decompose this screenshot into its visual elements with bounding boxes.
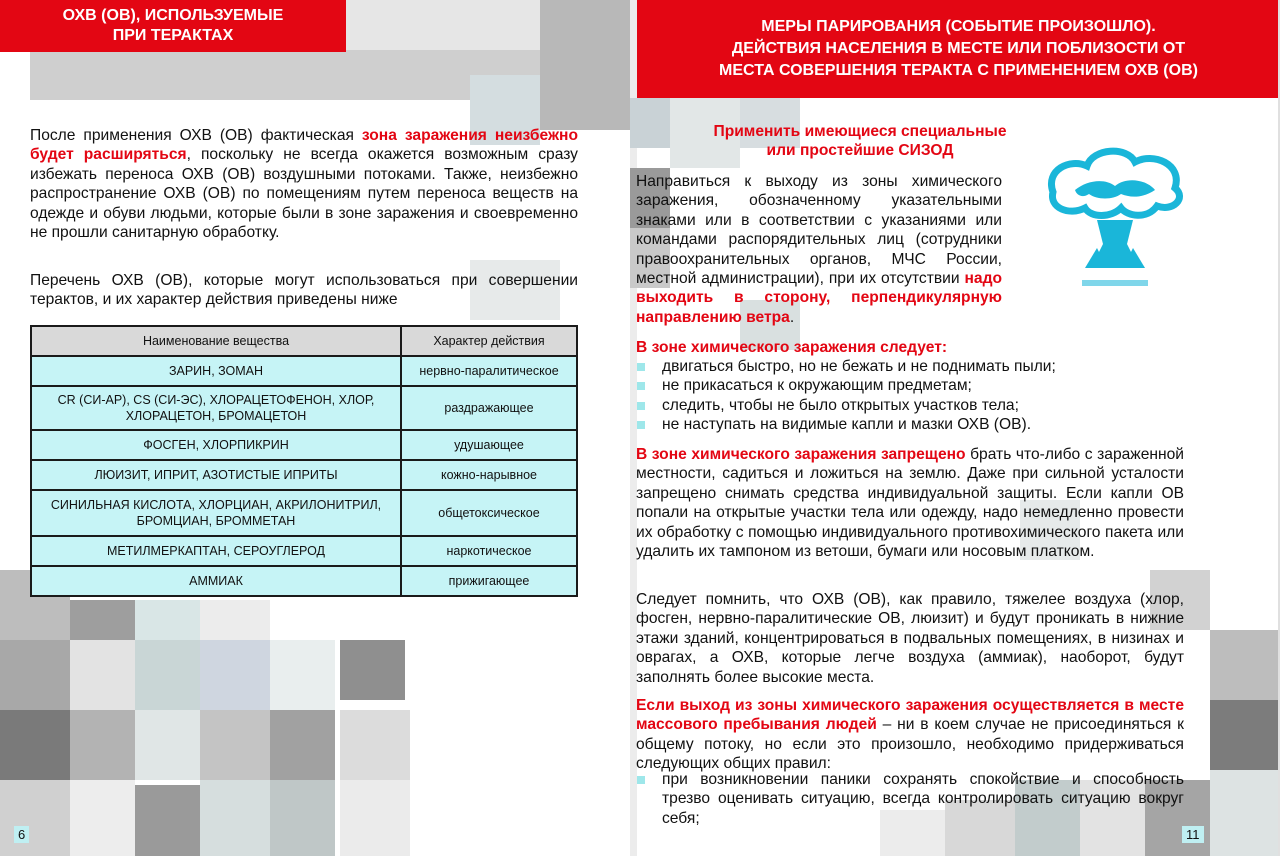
sizod-subheading [670, 122, 1050, 161]
decor-tile [0, 640, 70, 710]
list-item: двигаться быстро, но не бежать и не поднимать пыли; [636, 357, 1184, 376]
remember-paragraph [636, 590, 1184, 687]
crowd-text: – ни в коем случае не присоединяться к общему потоку, но если это произошло, необходимо придерживаться следующих общих правил: [636, 716, 1184, 773]
decor-tile [340, 0, 540, 50]
exit-highlight: надо выходить в сторону, перпендикулярную направлению ветра [636, 270, 1002, 326]
exit-paragraph [636, 172, 1002, 327]
decor-tile [70, 780, 135, 856]
table-row [31, 386, 577, 430]
decor-tile [540, 0, 630, 130]
forbidden-text: брать что-либо с зараженной местности, садиться и ложиться на землю. Даже при сильной усталости запрещено снимать средства индивидуальной защиты. Если капли ОВ попали на открытые участки тела или одежду, надо немедленно провести их обработку с помощью индивидуального противохимического пакета или удалить их тампоном из ветоши, бумаги или носовым платком. [636, 446, 1184, 561]
decor-tile [270, 640, 335, 710]
decor-tile [200, 780, 270, 856]
decor-tile [0, 710, 70, 780]
exit-text-a: Направиться к выходу из зоны химического заражения, обозначенному указательными знаками или в соответствии с указаниями или командами распорядительных лиц (сотрудники правоохранительных органов, МЧС России, местной администрации), при их отсутствии [636, 173, 1002, 288]
forbidden-highlight: В зоне химического заражения запрещено [636, 446, 966, 463]
crowd-list [636, 770, 1184, 828]
chemical-cloud-icon [1035, 140, 1195, 290]
remember-text: Следует помнить, что ОХВ (ОВ), как правило, тяжелее воздуха (хлор, фосген, нервно-паралитические ОВ, люизит) и будут проникать в нижние этажи зданий, концентрироваться в подвальных помещениях, в низинах и оврагах, а ОХВ, которые легче воздуха (аммиак), наоборот, будут заполнять более высокие места. [636, 591, 1184, 686]
crowd-highlight: Если выход из зоны химического заражения осуществляется в месте массового пребывания людей [636, 697, 1184, 734]
decor-tile [200, 710, 270, 780]
right-page [630, 0, 1280, 856]
table-row [31, 490, 577, 536]
should-list [636, 357, 1184, 435]
decor-tile [340, 780, 410, 856]
decor-tile [1210, 630, 1280, 700]
list-item: следить, чтобы не было открытых участков тела; [636, 396, 1184, 415]
decor-tile [200, 640, 270, 710]
intro-text-a: После применения ОХВ (ОВ) фактическая [30, 127, 362, 144]
right-header-text: МЕРЫ ПАРИРОВАНИЯ (СОБЫТИЕ ПРОИЗОШЛО). ДЕЙСТВИЯ НАСЕЛЕНИЯ В МЕСТЕ ИЛИ ПОБЛИЗОСТИ ОТ МЕСТА СОВЕРШЕНИЯ ТЕРАКТА С ПРИМЕНЕНИЕМ ОХВ (ОВ) [719, 18, 1198, 79]
list-item: при возникновении паники сохранять спокойствие и способность трезво оценивать ситуацию, всегда контролировать ситуацию вокруг себя; [636, 770, 1184, 828]
left-page [0, 0, 630, 856]
decor-tile [1210, 770, 1280, 856]
decor-tile [270, 710, 335, 780]
left-header-text: ОХВ (ОВ), ИСПОЛЬЗУЕМЫЕ ПРИ ТЕРАКТАХ [62, 7, 284, 44]
table-row [31, 430, 577, 460]
decor-tile [1210, 700, 1280, 770]
sizod-subheading-text: Применить имеющиеся специальные или простейшие СИЗОД [713, 123, 1007, 160]
action-cell: кожно-нарывное [401, 460, 577, 490]
decor-tile [340, 640, 405, 700]
action-cell: прижигающее [401, 566, 577, 596]
decor-tile [0, 780, 70, 856]
column-header-substance: Наименование вещества [31, 326, 401, 356]
page-number-right: 11 [1182, 826, 1204, 843]
action-cell: общетоксическое [401, 490, 577, 536]
list-intro-text: Перечень ОХВ (ОВ), которые могут использоваться при совершении терактов, и их характер действия приведены ниже [30, 272, 578, 309]
column-header-action: Характер действия [401, 326, 577, 356]
substance-cell: ЗАРИН, ЗОМАН [31, 356, 401, 386]
should-title: В зоне химического заражения следует: [636, 339, 948, 356]
substance-cell: СИНИЛЬНАЯ КИСЛОТА, ХЛОРЦИАН, АКРИЛОНИТРИЛ, БРОМЦИАН, БРОММЕТАН [31, 490, 401, 536]
substance-cell: ФОСГЕН, ХЛОРПИКРИН [31, 430, 401, 460]
intro-text-c: , поскольку не всегда окажется возможным сразу избежать переноса ОХВ (ОВ) воздушными потоками. Также, неизбежно распространение ОХВ (ОВ) по помещениям путем переноса веществ на одежде и обуви людьми, которые были в зоне заражения и своевременно не прошли санитарную обработку. [30, 146, 578, 242]
action-cell: раздражающее [401, 386, 577, 430]
left-header [0, 0, 346, 52]
page-number-left: 6 [14, 826, 29, 843]
table-row [31, 566, 577, 596]
action-cell: нервно-паралитическое [401, 356, 577, 386]
action-cell: удушающее [401, 430, 577, 460]
table-header-row [31, 326, 577, 356]
decor-tile [135, 785, 200, 856]
decor-tile [135, 710, 200, 780]
table-row [31, 460, 577, 490]
decor-tile [340, 710, 410, 780]
exit-text-c: . [789, 308, 795, 326]
decor-tile [270, 780, 335, 856]
decor-tile [200, 600, 270, 640]
decor-tile [70, 710, 135, 780]
decor-tile [135, 600, 200, 640]
substance-cell: CR (СИ-АР), CS (СИ-ЭС), ХЛОРАЦЕТОФЕНОН, ХЛОР, ХЛОРАЦЕТОН, БРОМАЦЕТОН [31, 386, 401, 430]
table-row [31, 356, 577, 386]
forbidden-paragraph [636, 445, 1184, 561]
list-item: не наступать на видимые капли и мазки ОХВ (ОВ). [636, 415, 1184, 434]
substance-cell: АММИАК [31, 566, 401, 596]
list-item: не прикасаться к окружающим предметам; [636, 376, 1184, 395]
intro-paragraph [30, 126, 578, 242]
substance-cell: МЕТИЛМЕРКАПТАН, СЕРОУГЛЕРОД [31, 536, 401, 566]
crowd-paragraph [636, 696, 1184, 774]
substances-table [30, 325, 578, 597]
right-header [637, 0, 1280, 98]
decor-tile [70, 600, 135, 640]
table-row [31, 536, 577, 566]
decor-tile [135, 640, 200, 710]
substance-cell: ЛЮИЗИТ, ИПРИТ, АЗОТИСТЫЕ ИПРИТЫ [31, 460, 401, 490]
intro-highlight: зона заражения неизбежно будет расширяться [30, 127, 578, 164]
list-intro-paragraph [30, 271, 578, 310]
decor-tile [70, 640, 135, 710]
action-cell: наркотическое [401, 536, 577, 566]
decor-tile [630, 98, 670, 148]
